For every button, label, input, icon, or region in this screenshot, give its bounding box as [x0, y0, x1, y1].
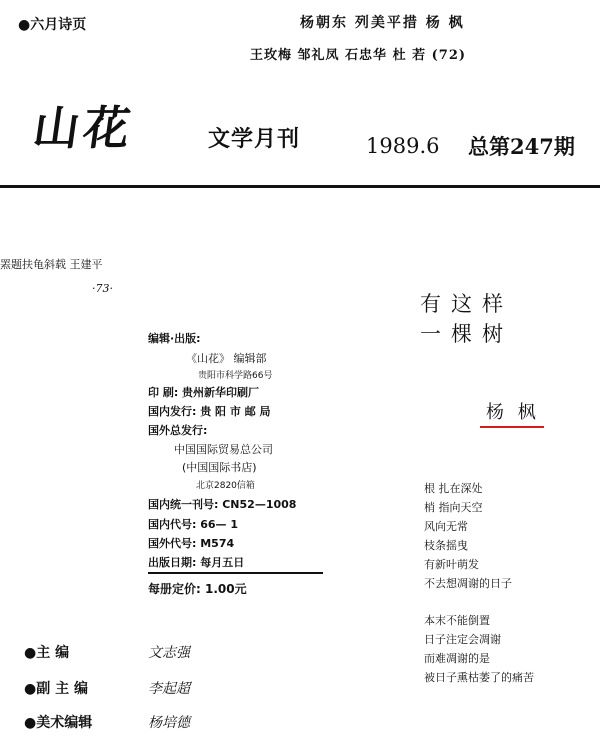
staff-name: 李起超: [148, 681, 190, 697]
staff-name: 杨培德: [148, 715, 190, 731]
staff-role: ●副 主 编: [24, 681, 88, 697]
masthead-rule: [0, 185, 600, 188]
colophon-foreign-code: 国外代号: M574: [148, 537, 235, 550]
magazine-logo: 山花: [29, 101, 138, 155]
poem-author-underline: [480, 426, 544, 428]
colophon-cn: 国内统一刊号: CN52—1008: [148, 498, 297, 511]
poem-line: 本末不能倒置: [424, 614, 490, 627]
authors-line-1: 杨朝东 列美平措 杨 枫: [300, 15, 465, 31]
colophon-editor-label: 编辑·出版:: [148, 332, 201, 345]
staff-deputy-editor: [24, 678, 190, 698]
staff-role: ●主 编: [24, 645, 70, 661]
colophon-foreign-address: 北京2820信箱: [196, 481, 255, 491]
poem-line: 而难凋谢的是: [424, 652, 490, 665]
staff-name: 文志强: [148, 645, 190, 661]
poem-line: 梢 指向天空: [424, 501, 483, 514]
staff-chief-editor: [24, 642, 190, 662]
section-label: ●六月诗页: [18, 17, 87, 33]
poem-line: 根 扎在深处: [424, 482, 483, 495]
staff-art-editor: [24, 712, 190, 732]
colophon-box: [148, 316, 323, 596]
poem-title-line-1: 有这样: [420, 292, 513, 316]
poem-line: 枝条摇曳: [424, 539, 468, 552]
colophon-foreign-label: 国外总发行:: [148, 424, 208, 437]
colophon-foreign-name: 中国国际贸易总公司: [174, 443, 273, 456]
colophon-pub-date: 出版日期: 每月五日: [148, 556, 245, 569]
page-number: ·73·: [92, 282, 113, 295]
poem-line: 日子注定会凋谢: [424, 633, 501, 646]
total-issue: 总第247期: [468, 134, 575, 159]
magazine-subtitle: 文学月刊: [208, 126, 301, 152]
poem-line: 不去想凋谢的日子: [424, 577, 512, 590]
poem-line: 风向无常: [424, 520, 468, 533]
poem-line: 有新叶萌发: [424, 558, 479, 571]
colophon-domestic-code: 国内代号: 66— 1: [148, 518, 239, 531]
authors-line-2: 王玫梅 邹礼凤 石忠华 杜 若 (72): [250, 48, 467, 63]
fragment-text: 罴题扶龟斜载 王建平: [0, 258, 103, 271]
colophon-price: 每册定价: 1.00元: [148, 582, 247, 596]
poem-author: 杨 枫: [486, 402, 540, 423]
colophon-rule: [148, 572, 323, 574]
colophon-editor-name: 《山花》 编辑部: [186, 352, 267, 365]
colophon-editor-address: 贵阳市科学路66号: [198, 371, 273, 381]
colophon-printer: 印 刷: 贵州新华印刷厂: [148, 386, 260, 399]
colophon-domestic: 国内发行: 贵 阳 市 邮 局: [148, 405, 271, 418]
poem-line: 被日子熏枯萎了的痛苦: [424, 671, 534, 684]
colophon-foreign-name2: (中国国际书店): [182, 461, 257, 474]
issue-number: 1989.6: [366, 134, 440, 158]
poem-title-line-2: 一棵树: [420, 322, 513, 346]
staff-role: ●美术编辑: [24, 715, 93, 731]
